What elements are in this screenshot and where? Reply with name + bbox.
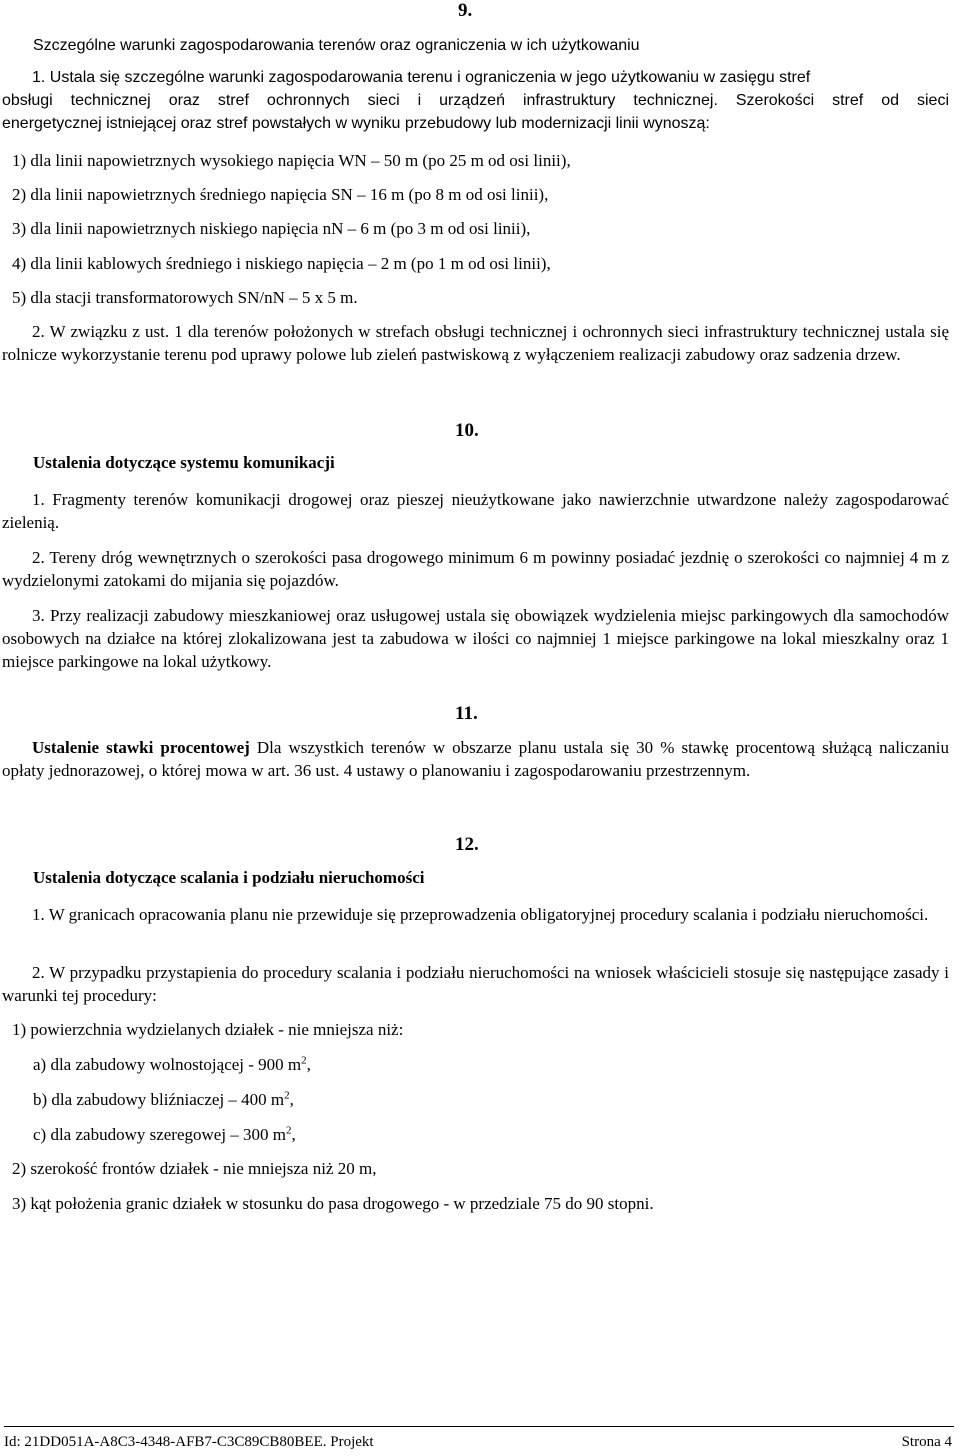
punctuation: , [306,1055,311,1074]
section-title: Ustalenia dotyczące systemu komunikacji [33,453,335,472]
paragraph: 1. W granicach opracowania planu nie przewiduje się przeprowadzenia obligatoryjnej procedury scalania i podziału nieruchomości. [32,905,929,924]
paragraph: 2. Tereny dróg wewnętrznych o szerokości pasa drogowego minimum 6 m powinny posiadać jezdnię o szerokości co najmniej 4 m z wydzielonymi zatokami do mijania się pojazdów. [2,548,949,590]
document-id: Id: 21DD051A-A8C3-4348-AFB7-C3C89CB80BEE. Projekt [4,1434,374,1450]
page-number: Strona 4 [901,1434,952,1450]
paragraph: 2. W związku z ust. 1 dla terenów położonych w strefach obsługi technicznej i ochronnych sieci infrastruktury technicznej ustala się rolnicze wykorzystanie terenu pod uprawy polowe lub zieleń pastwiskową z wyłączeniem realizacji zabudowy oraz sadzenia drzew. [2,322,949,364]
paragraph-text: Dla wszystkich terenów w obszarze planu ustala się 30 % stawkę procentową służącą naliczaniu opłaty jednorazowej, o której mowa w art. 36 ust. 4 ustawy o planowaniu i zagospodarowaniu przestrzennym. [2,738,949,780]
list-item-text: a) dla zabudowy wolnostojącej - 900 m [33,1055,302,1074]
list-item [33,1053,311,1076]
section-title: Szczególne warunki zagospodarowania terenów oraz ograniczenia w ich użytkowaniu [33,37,640,54]
section-title: Ustalenie stawki procentowej [32,738,250,757]
list-item: 5) dla stacji transformatorowych SN/nN – 5 x 5 m. [12,288,358,307]
punctuation: , [291,1125,296,1144]
list-item: 1) powierzchnia wydzielanych działek - nie mniejsza niż: [12,1020,404,1039]
list-item: 3) kąt położenia granic działek w stosunku do pasa drogowego - w przedziale 75 do 90 stopni. [12,1194,654,1213]
list-item: 3) dla linii napowietrznych niskiego napięcia nN – 6 m (po 3 m od osi linii), [12,219,531,238]
section-title: Ustalenia dotyczące scalania i podziału nieruchomości [33,868,425,887]
paragraph-line: obsługi technicznej oraz stref ochronnych sieci i urządzeń infrastruktury technicznej. Szerokości stref od sieci [2,92,949,109]
list-item: 2) dla linii napowietrznych średniego napięcia SN – 16 m (po 8 m od osi linii), [12,185,549,204]
list-item: 2) szerokość frontów działek - nie mniejsza niż 20 m, [12,1159,377,1178]
superscript: 2 [301,1054,307,1067]
list-item-text: b) dla zabudowy bliźniaczej – 400 m [33,1090,285,1109]
list-item [33,1088,294,1111]
paragraph-line: energetycznej istniejącej oraz stref powstałych w wyniku przebudowy lub modernizacji linii wynoszą: [2,115,710,132]
paragraph: 3. Przy realizacji zabudowy mieszkaniowej oraz usługowej ustala się obowiązek wydzielenia miejsc parkingowych dla samochodów osobowych na działce na której zlokalizowana jest ta zabudowa w ilości co najmniej 1 miejsce parkingowe na lokal mieszkalny oraz 1 miejsce parkingowe na lokal użytkowy. [2,606,949,671]
superscript: 2 [284,1089,290,1102]
list-item: 4) dla linii kablowych średniego i niskiego napięcia – 2 m (po 1 m od osi linii), [12,254,551,273]
footer-divider [4,1426,954,1427]
list-item-text: c) dla zabudowy szeregowej – 300 m [33,1125,287,1144]
paragraph [2,736,949,782]
section-number: 12. [455,834,479,855]
paragraph: 2. W przypadku przystapienia do procedury scalania i podziału nieruchomości na wniosek właścicieli stosuje się następujące zasady i warunki tej procedury: [2,963,949,1005]
section-number: 10. [455,420,479,441]
list-item [33,1123,296,1146]
punctuation: , [289,1090,294,1109]
section-number: 11. [455,703,478,724]
list-item: 1) dla linii napowietrznych wysokiego napięcia WN – 50 m (po 25 m od osi linii), [12,151,571,170]
paragraph: 1. Fragmenty terenów komunikacji drogowej oraz pieszej nieużytkowane jako nawierzchnie utwardzone należy zagospodarować zielenią. [2,490,949,532]
section-number: 9. [458,0,473,21]
paragraph-line: 1. Ustala się szczególne warunki zagospodarowania terenu i ograniczenia w jego użytkowaniu w zasięgu stref [32,69,811,86]
superscript: 2 [286,1124,292,1137]
